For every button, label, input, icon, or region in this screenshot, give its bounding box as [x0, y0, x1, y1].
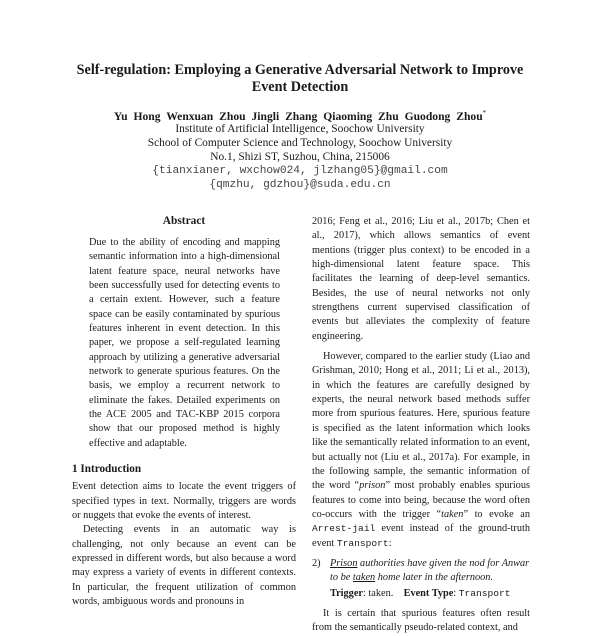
- left-column: [72, 462, 296, 609]
- example-annotation: [312, 587, 530, 601]
- abstract-body: [89, 236, 280, 451]
- email-line-2: {qmzhu, gdzhou}@suda.edu.cn: [209, 179, 391, 191]
- example-text-2: home later in the afternoon.: [375, 572, 494, 584]
- example-number: 2): [312, 557, 321, 569]
- intro-paragraph-2: Detecting events in an automatic way is challenging, not only because an event can be expressed in different words, but also because a word may express a variety of events in different contexts. In particular, the frequent utilization of common words, ambiguous words and pronouns in: [72, 524, 296, 608]
- p2-text-e: :: [388, 537, 392, 549]
- affiliation-1: Institute of Artificial Intelligence, Soochow University: [175, 123, 425, 135]
- example-sentence: [312, 557, 530, 586]
- example-text-1: authorities have given the nod for Anwar to be: [330, 557, 530, 584]
- event-type-transport: Transport: [336, 537, 389, 549]
- right-paragraph-2: [312, 350, 530, 551]
- corresponding-author-mark: *: [482, 109, 487, 117]
- title-line-1: Self-regulation: Employing a Generative Adversarial Network to Improve: [76, 62, 524, 78]
- p2-text-b: ” most probably enables spurious features to come into being, because the word often co-occurs with the trigger “: [312, 480, 530, 520]
- example-word-taken: taken: [352, 572, 376, 584]
- abstract-heading: Abstract: [162, 215, 206, 227]
- word-prison: prison: [359, 480, 386, 492]
- p2-text-d: event instead of the ground-truth event: [312, 523, 530, 549]
- abstract-text: Due to the ability of encoding and mapping semantic information into a high-dimensional latent feature space, neural networks have been successfully used for detecting events to a certain extent. However, such a feature space can be easily contaminated by spurious features inherent in event detection. In this paper, we propose a self-regulated learning approach by utilizing a generative adversarial network to generate spurious features. On the basis, we employ a recurrent network to eliminate the fakes. Detailed experiments on the ACE 2005 and TAC-KBP 2015 corpora show that our proposed method is highly effective and adaptable.: [89, 237, 280, 449]
- authors-names: Yu Hong Wenxuan Zhou Jingli Zhang Qiaoming Zhu Guodong Zhou: [113, 109, 483, 123]
- p2-text-a: However, compared to the earlier study (Liao and Grishman, 2010; Hong et al., 2011; Li et al., 2013), in which the features are carefully designed by experts, the neural network based methods suffer more from spurious features. Here, spurious feature is specified as the latent information which looks like the semantically related information to an event, but actually not (Liu et al., 2017a). For example, in the following sample, the semantic information of the word “: [312, 351, 530, 492]
- event-type-arrest-jail: Arrest-jail: [312, 523, 376, 535]
- word-taken: taken: [441, 508, 464, 520]
- event-type-value: Transport: [458, 587, 511, 599]
- affiliation-3: No.1, Shizi ST, Suzhou, China, 215006: [210, 151, 390, 163]
- trigger-value: : taken.: [362, 587, 394, 599]
- section-heading-introduction: 1 Introduction: [72, 463, 142, 475]
- intro-paragraph-1: Event detection aims to locate the event triggers of specified types in text. Normally, triggers are words or nuggets that evoke the events of interest.: [72, 481, 296, 522]
- trigger-label: Trigger: [330, 587, 363, 599]
- event-type-sep: :: [453, 587, 459, 599]
- p2-text-c: ” to evoke an: [463, 508, 530, 520]
- right-column: [312, 215, 530, 636]
- example-text: [330, 557, 530, 586]
- event-type-label: Event Type: [403, 587, 454, 599]
- paper-title: [40, 62, 560, 96]
- example-word-prison: Prison: [330, 557, 358, 569]
- affiliation-2: School of Computer Science and Technology, Soochow University: [147, 137, 453, 149]
- title-line-2: Event Detection: [251, 79, 349, 95]
- right-paragraph-3: It is certain that spurious features often result from the semantically pseudo-related context, and: [312, 607, 530, 634]
- right-paragraph-1: 2016; Feng et al., 2016; Liu et al., 2017b; Chen et al., 2017), which allows semantics of event mentions (trigger plus context) to be encoded in a high-dimensional latent feature space. This facilitates the learning of deep-level semantics. Besides, the use of neural networks not only strengthens current supervised classification of events but alleviates the complexity of feature engineering.: [312, 216, 530, 342]
- email-line-1: {tianxianer, wxchow024, jlzhang05}@gmail.com: [152, 165, 448, 177]
